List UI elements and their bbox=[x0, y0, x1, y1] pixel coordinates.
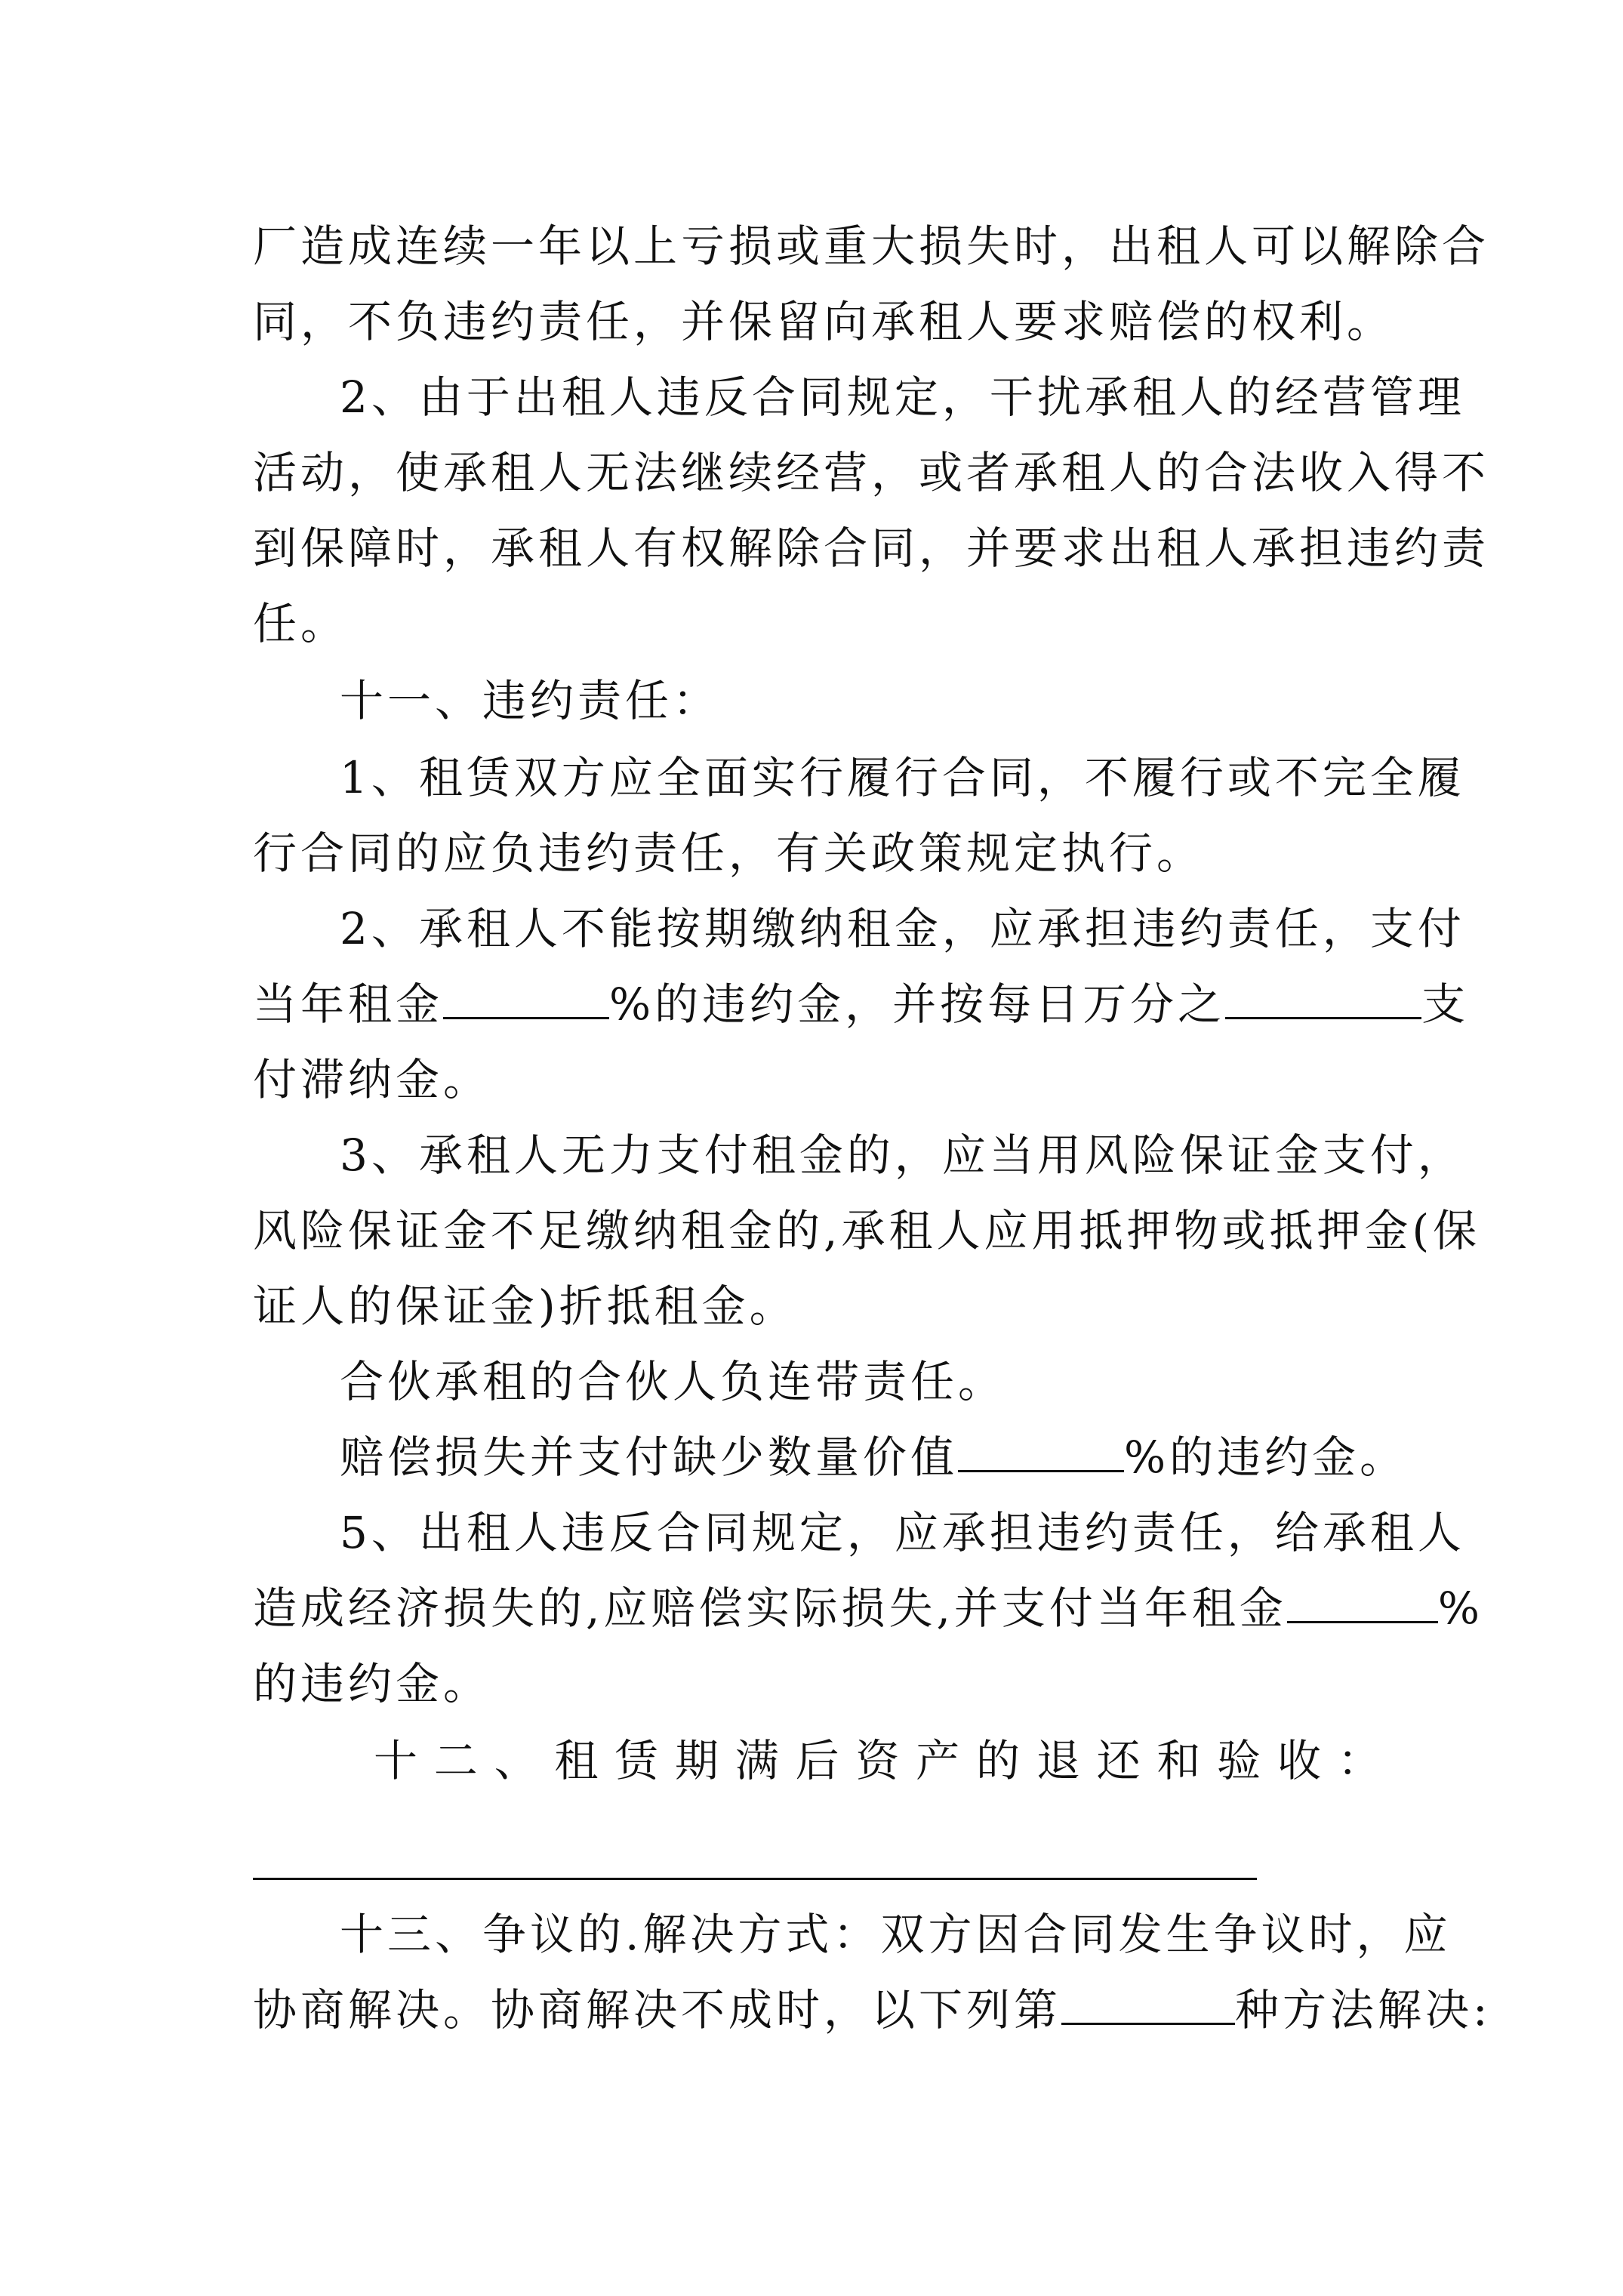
heading-char: 产 bbox=[916, 1735, 964, 1786]
paragraph-line bbox=[340, 1427, 1407, 1487]
heading-char: 、 bbox=[494, 1735, 542, 1786]
section-heading bbox=[374, 1730, 1385, 1791]
paragraph-line: 同，不负违约责任，并保留向承租人要求赔偿的权利。 bbox=[253, 296, 1395, 347]
paragraph-line: 到保障时，承租人有权解除合同，并要求出租人承担违约责 bbox=[253, 522, 1490, 574]
heading-char: 还 bbox=[1096, 1735, 1144, 1786]
heading-char: ： bbox=[1337, 1735, 1385, 1786]
text-span: 造成经济损失的,应赔偿实际损失,并支付当年租金 bbox=[253, 1583, 1287, 1634]
paragraph-line: 行合同的应负违约责任，有关政策规定执行。 bbox=[253, 827, 1205, 879]
paragraph-line: 风险保证金不足缴纳租金的,承租人应用抵押物或抵押金(保 bbox=[253, 1205, 1481, 1256]
text-span: 种方法解决: bbox=[1235, 1984, 1492, 2036]
heading-char: 期 bbox=[674, 1735, 722, 1786]
paragraph-line: 3、承租人无力支付租金的，应当用风险保证金支付， bbox=[340, 1130, 1465, 1181]
paragraph-line: 2、承租人不能按期缴纳租金，应承担违约责任，支付 bbox=[340, 903, 1465, 954]
heading-char: 和 bbox=[1156, 1735, 1205, 1786]
paragraph-line: 的违约金。 bbox=[253, 1658, 491, 1709]
heading-char: 后 bbox=[795, 1735, 843, 1786]
text-span: % bbox=[1437, 1583, 1483, 1634]
paragraph-line: 付滞纳金。 bbox=[253, 1054, 491, 1105]
paragraph-line: 活动，使承租人无法继续经营，或者承租人的合法收入得不 bbox=[253, 447, 1490, 498]
text-span: 厂造成连续一年以上亏损或重大损失时，出租人可以解除合 bbox=[253, 220, 1490, 272]
text-span: 支 bbox=[1421, 978, 1470, 1030]
paragraph-line bbox=[253, 974, 1470, 1034]
paragraph-line: 十三、争议的.解决方式：双方因合同发生争议时，应 bbox=[340, 1909, 1452, 1960]
text-span: 当年租金 bbox=[253, 978, 444, 1030]
text-span: %的违约金，并按每日万分之 bbox=[609, 978, 1226, 1030]
fill-in-blank[interactable] bbox=[958, 1428, 1124, 1472]
paragraph-line: 任。 bbox=[253, 598, 349, 649]
paragraph-line: 合伙承租的合伙人负连带责任。 bbox=[340, 1356, 1006, 1407]
paragraph-line bbox=[253, 216, 1490, 276]
heading-char: 退 bbox=[1036, 1735, 1084, 1786]
heading-char: 满 bbox=[735, 1735, 783, 1786]
paragraph-line: 2、由于出租人违反合同规定，干扰承租人的经营管理 bbox=[340, 371, 1465, 423]
fill-in-blank[interactable] bbox=[1225, 975, 1421, 1019]
heading-char: 赁 bbox=[614, 1735, 663, 1786]
paragraph-line: 1、租赁双方应全面实行履行合同，不履行或不完全履 bbox=[340, 752, 1465, 803]
heading-char: 二 bbox=[433, 1735, 482, 1786]
paragraph-line: 证人的保证金)折抵租金。 bbox=[253, 1281, 797, 1332]
fill-in-line[interactable] bbox=[253, 1878, 1257, 1880]
heading-char: 资 bbox=[855, 1735, 904, 1786]
heading-char: 租 bbox=[554, 1735, 602, 1786]
paragraph-line bbox=[253, 1578, 1483, 1638]
heading-char: 十 bbox=[374, 1735, 422, 1786]
fill-in-blank[interactable] bbox=[1061, 1980, 1235, 2025]
paragraph-line: 5、出租人违反合同规定，应承担违约责任，给承租人 bbox=[340, 1507, 1465, 1558]
heading-char: 收 bbox=[1277, 1735, 1325, 1786]
heading-char: 验 bbox=[1217, 1735, 1265, 1786]
section-heading: 十一、违约责任： bbox=[340, 675, 721, 726]
paragraph-line bbox=[253, 1980, 1492, 2040]
heading-char: 的 bbox=[975, 1735, 1024, 1786]
text-span: 赔偿损失并支付缺少数量价值 bbox=[340, 1432, 959, 1483]
text-span: %的违约金。 bbox=[1124, 1432, 1408, 1483]
fill-in-blank[interactable] bbox=[443, 975, 609, 1019]
text-span: 协商解决。协商解决不成时，以下列第 bbox=[253, 1984, 1062, 2036]
fill-in-blank[interactable] bbox=[1287, 1579, 1438, 1623]
